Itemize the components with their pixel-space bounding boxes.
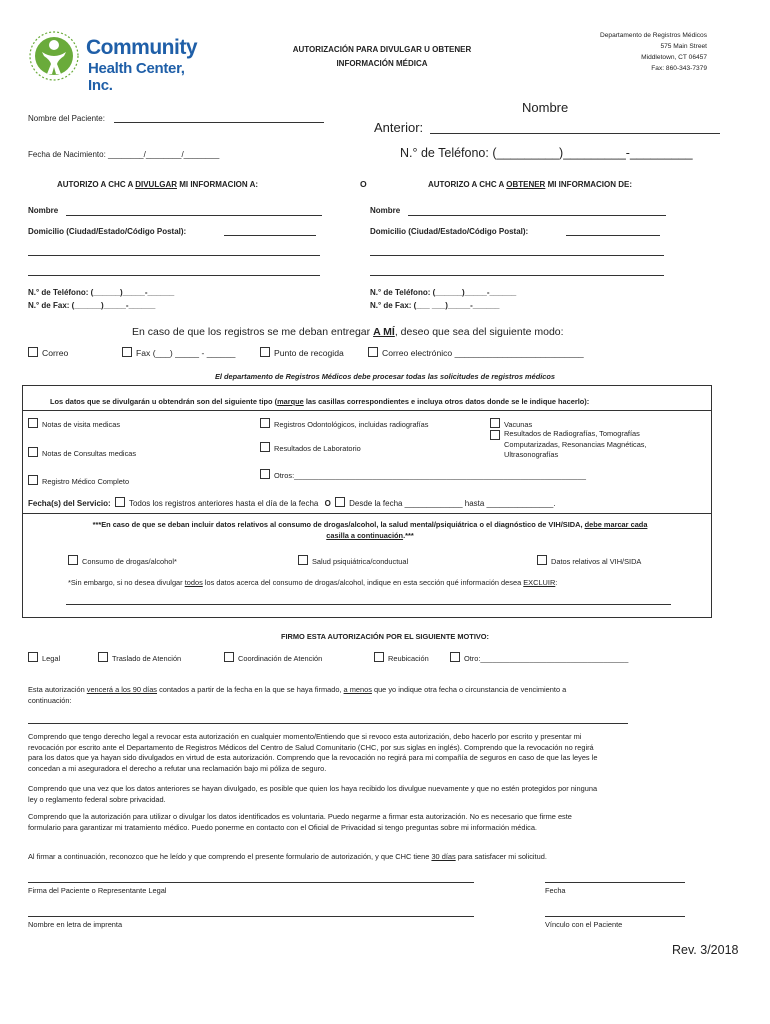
acknowledgement-30-days: 30 días bbox=[431, 852, 456, 861]
acknowledgement-text-a: Al firmar a continuación, reconozco que he leído y que comprendo el presente formulario de autorización, y que CHC tiene bbox=[28, 852, 432, 861]
date-range-checkbox[interactable] bbox=[335, 497, 345, 507]
obtain-address-field[interactable] bbox=[566, 235, 660, 236]
visit-notes-checkbox[interactable] bbox=[28, 418, 38, 428]
sensitive-notice-line1 bbox=[30, 520, 710, 531]
drugs-label: Consumo de drogas/alcohol* bbox=[82, 557, 177, 566]
consult-notes-label: Notas de Consultas medicas bbox=[42, 449, 137, 458]
data-type-intro-text: Los datos que se divulgarán u obtendrán son del siguiente tipo ( bbox=[50, 397, 278, 406]
delivery-pickup-option[interactable] bbox=[260, 347, 344, 358]
expiry-90-days: vencerá a los 90 días bbox=[86, 685, 158, 694]
signature-date-field[interactable] bbox=[545, 882, 685, 883]
pickup-checkbox[interactable] bbox=[260, 347, 270, 357]
exclude-note bbox=[68, 578, 557, 587]
release-phone-label[interactable]: N.° de Teléfono: (______)_____-______ bbox=[28, 288, 175, 297]
transfer-label: Traslado de Atención bbox=[112, 654, 182, 663]
form-title-line1: AUTORIZACIÓN PARA DIVULGAR U OBTENER bbox=[292, 45, 472, 54]
exclude-note-text2: los datos acerca del consumo de drogas/alcohol, indique en esta sección qué información desea bbox=[202, 578, 524, 587]
dental-checkbox[interactable] bbox=[260, 418, 270, 428]
pickup-label: Punto de recogida bbox=[274, 348, 344, 358]
records-notice: El departamento de Registros Médicos debe procesar todas las solicitudes de registros médicos bbox=[214, 372, 556, 381]
dob-label[interactable]: Fecha de Nacimiento: ________/________/________ bbox=[28, 150, 220, 159]
visit-notes-option[interactable] bbox=[28, 418, 120, 429]
obtain-from-title-text: AUTORIZO A CHC A bbox=[428, 180, 507, 189]
drugs-checkbox[interactable] bbox=[68, 555, 78, 565]
legal-label: Legal bbox=[42, 654, 61, 663]
reubic-checkbox[interactable] bbox=[374, 652, 384, 662]
expiry-text-b: contados a partir de la fecha en la que se haya firmado, bbox=[157, 685, 344, 694]
redisclosure-line-1: Comprendo que una vez que los datos anteriores se hayan divulgado, es posible que quien los haya recibido los divulgue nuevamente y que no estén protegidos por ninguna bbox=[28, 784, 598, 793]
expiry-field[interactable] bbox=[28, 723, 628, 724]
vaccines-label: Vacunas bbox=[504, 420, 533, 429]
vaccines-option[interactable] bbox=[490, 418, 532, 429]
redisclosure-line-2: ley o reglamento federal sobre privacidad. bbox=[28, 794, 166, 804]
print-name-label: Nombre en letra de imprenta bbox=[28, 920, 123, 929]
reubic-label: Reubicación bbox=[388, 654, 429, 663]
reason-transfer-option[interactable] bbox=[98, 652, 181, 663]
patient-signature-field[interactable] bbox=[28, 882, 474, 883]
imaging-label-1: Resultados de Radiografías, Tomografías bbox=[504, 429, 640, 438]
voluntary-paragraph bbox=[28, 812, 738, 833]
expiry-text-a: Esta autorización bbox=[28, 685, 87, 694]
full-record-label: Registro Médico Completo bbox=[42, 477, 130, 486]
logo-emblem-icon bbox=[28, 30, 80, 82]
delivery-mail-option[interactable] bbox=[28, 347, 68, 358]
date-range-label[interactable]: Desde la fecha _____________ hasta _______________. bbox=[349, 499, 556, 508]
section-divider-1 bbox=[22, 410, 712, 411]
exclude-note-emph2: EXCLUIR bbox=[523, 578, 556, 587]
email-checkbox[interactable] bbox=[368, 347, 378, 357]
or-separator: O bbox=[360, 179, 367, 189]
release-to-title bbox=[57, 180, 258, 189]
previous-name-label-1: Nombre bbox=[522, 100, 569, 115]
release-address-label: Domicilio (Ciudad/Estado/Código Postal): bbox=[28, 227, 187, 236]
form-title-line2: INFORMACIÓN MÉDICA bbox=[336, 59, 428, 68]
section-divider-2 bbox=[22, 513, 712, 514]
sensitive-notice-emph2: casilla a continuación bbox=[326, 530, 404, 540]
visit-notes-label: Notas de visita medicas bbox=[42, 420, 121, 429]
obtain-from-title-emph: OBTENER bbox=[506, 180, 546, 189]
sensitive-notice-text: ***En caso de que se deban incluir datos relativos al consumo de drogas/alcohol, la salud mental/psiquiátrica o el diagnóstico de VIH/SIDA, bbox=[92, 520, 585, 529]
other-data-checkbox[interactable] bbox=[260, 469, 270, 479]
other-data-option[interactable] bbox=[260, 469, 586, 480]
exclude-note-emph1: todos bbox=[184, 578, 203, 587]
psych-option[interactable] bbox=[298, 555, 408, 566]
exclude-note-end: : bbox=[555, 578, 558, 587]
patient-name-field[interactable] bbox=[114, 122, 324, 123]
hiv-option[interactable] bbox=[537, 555, 641, 566]
expiry-unless: a menos bbox=[343, 685, 372, 694]
voluntary-line-1: Comprendo que la autorización para utilizar o divulgar los datos identificados es voluntaria. Puedo negarme a firmar esta autorización. No es necesario que firme este bbox=[28, 812, 572, 821]
acknowledgement-text-b: para satisfacer mi solicitud. bbox=[455, 852, 547, 861]
email-label: Correo electrónico ___________________________ bbox=[382, 348, 584, 358]
lab-option[interactable] bbox=[260, 442, 361, 453]
sensitive-notice-end: .*** bbox=[403, 530, 414, 540]
hiv-label: Datos relativos al VIH/SIDA bbox=[551, 557, 642, 566]
obtain-from-title bbox=[428, 180, 632, 189]
dental-label: Registros Odontológicos, incluidas radiografías bbox=[274, 420, 429, 429]
relationship-field[interactable] bbox=[545, 916, 685, 917]
legal-checkbox[interactable] bbox=[28, 652, 38, 662]
lab-checkbox[interactable] bbox=[260, 442, 270, 452]
obtain-from-title-end: MI INFORMACION DE: bbox=[545, 180, 633, 189]
delivery-prompt bbox=[132, 326, 564, 338]
release-to-title-emph: DIVULGAR bbox=[135, 180, 177, 189]
dental-option[interactable] bbox=[260, 418, 428, 429]
patient-name-label: Nombre del Paciente: bbox=[28, 114, 105, 123]
sensitive-notice-emph: debe marcar cada bbox=[584, 520, 648, 529]
service-dates-row bbox=[28, 497, 556, 508]
form-title bbox=[262, 43, 502, 71]
service-dates-label: Fecha(s) del Servicio: bbox=[28, 499, 111, 508]
reason-reubic-option[interactable] bbox=[374, 652, 429, 663]
dates-or: O bbox=[324, 499, 331, 508]
all-prior-label: Todos los registros anteriores hasta el día de la fecha bbox=[128, 499, 319, 508]
transfer-checkbox[interactable] bbox=[98, 652, 108, 662]
imaging-checkbox[interactable] bbox=[490, 430, 500, 440]
imaging-label-2: Computarizadas, Resonancias Magnéticas, bbox=[504, 439, 647, 449]
previous-name-field[interactable] bbox=[430, 133, 720, 134]
obtain-fax-label[interactable]: N.° de Fax: (___ ___)_____-______ bbox=[370, 301, 500, 310]
obtain-name-field[interactable] bbox=[408, 215, 666, 216]
release-name-label: Nombre bbox=[28, 206, 59, 215]
full-record-checkbox[interactable] bbox=[28, 475, 38, 485]
sensitive-notice-line2 bbox=[30, 531, 710, 542]
psych-checkbox[interactable] bbox=[298, 555, 308, 565]
drugs-option[interactable] bbox=[68, 555, 177, 566]
dept-street: 575 Main Street bbox=[660, 43, 707, 50]
data-type-intro bbox=[50, 397, 589, 406]
exclude-field[interactable] bbox=[66, 604, 671, 605]
mail-checkbox[interactable] bbox=[28, 347, 38, 357]
signature-date-label: Fecha bbox=[545, 886, 566, 895]
sensitive-notice bbox=[30, 520, 710, 541]
consult-notes-checkbox[interactable] bbox=[28, 447, 38, 457]
dept-fax: Fax: 860-343-7379 bbox=[651, 65, 707, 72]
revocation-line-2: revocación por escrito ante el Departamento de Registros Médicos del Centro de Salud Comunitario (CHC, por sus siglas en inglés). Comprendo que la revocación no regirá bbox=[28, 742, 594, 752]
reason-title: FIRMO ESTA AUTORIZACIÓN POR EL SIGUIENTE MOTIVO: bbox=[280, 632, 490, 641]
vaccines-checkbox[interactable] bbox=[490, 418, 500, 428]
redisclosure-paragraph bbox=[28, 784, 738, 805]
obtain-address-label: Domicilio (Ciudad/Estado/Código Postal): bbox=[370, 227, 529, 236]
patient-phone-label[interactable]: N.° de Teléfono: (_________)_________-_________ bbox=[400, 146, 693, 160]
dept-city: Middletown, CT 06457 bbox=[641, 54, 707, 61]
chc-logo bbox=[28, 30, 203, 94]
release-address-field[interactable] bbox=[224, 235, 316, 236]
reason-other-option[interactable] bbox=[450, 652, 628, 663]
psych-label: Salud psiquiátrica/conductual bbox=[312, 557, 409, 566]
release-fax-label[interactable]: N.° de Fax: (______)_____-______ bbox=[28, 301, 156, 310]
logo-name-line2: Health Center, Inc. bbox=[88, 60, 185, 94]
imaging-label bbox=[504, 429, 647, 461]
exclude-note-text: *Sin embargo, si no desea divulgar bbox=[68, 578, 185, 587]
obtain-address-line3[interactable] bbox=[370, 275, 664, 276]
release-address-line3[interactable] bbox=[28, 275, 320, 276]
delivery-prompt-end: , deseo que sea del siguiente modo: bbox=[394, 326, 564, 338]
expiry-text-c: que yo indique otra fecha o circunstancia de vencimiento a bbox=[371, 685, 567, 694]
dept-name: Departamento de Registros Médicos bbox=[599, 32, 707, 39]
delivery-prompt-emph: A MÍ bbox=[373, 326, 395, 338]
fax-label: Fax (___) _____ - ______ bbox=[136, 348, 236, 358]
all-prior-checkbox[interactable] bbox=[115, 497, 125, 507]
reason-legal-option[interactable] bbox=[28, 652, 60, 663]
coord-checkbox[interactable] bbox=[224, 652, 234, 662]
delivery-email-option[interactable] bbox=[368, 347, 584, 358]
reason-coord-option[interactable] bbox=[224, 652, 322, 663]
dept-address bbox=[520, 30, 707, 74]
full-record-option[interactable] bbox=[28, 475, 129, 486]
release-name-field[interactable] bbox=[66, 215, 322, 216]
reason-other-label: Otro:____________________________________ bbox=[464, 654, 629, 663]
release-to-title-text: AUTORIZO A CHC A bbox=[57, 180, 136, 189]
voluntary-line-2: formulario para garantizar mi tratamiento médico. Puedo ponerme en contacto con el Oficial de Privacidad si tengo preguntas sobre mi información médica. bbox=[28, 822, 537, 832]
release-address-line2[interactable] bbox=[28, 255, 320, 256]
expiry-text bbox=[28, 684, 728, 706]
consult-notes-option[interactable] bbox=[28, 447, 136, 458]
hiv-checkbox[interactable] bbox=[537, 555, 547, 565]
acknowledgement-text bbox=[28, 852, 547, 861]
relationship-label: Vínculo con el Paciente bbox=[545, 920, 623, 929]
revocation-line-1: Comprendo que tengo derecho legal a revocar esta autorización en cualquier momento/Entiendo que si revoco esta autorización, debo hacerlo por escrito y presentar mi bbox=[28, 732, 582, 741]
reason-other-checkbox[interactable] bbox=[450, 652, 460, 662]
lab-label: Resultados de Laboratorio bbox=[274, 444, 361, 453]
delivery-fax-option[interactable] bbox=[122, 347, 235, 358]
other-data-label: Otros:_______________________________________________________________________ bbox=[274, 471, 586, 480]
revision-label: Rev. 3/2018 bbox=[672, 943, 739, 957]
obtain-phone-label[interactable]: N.° de Teléfono: (______)_____-______ bbox=[370, 288, 517, 297]
mail-label: Correo bbox=[42, 348, 69, 358]
release-to-title-end: MI INFORMACION A: bbox=[177, 180, 259, 189]
print-name-field[interactable] bbox=[28, 916, 474, 917]
imaging-option[interactable] bbox=[490, 429, 647, 461]
coord-label: Coordinación de Atención bbox=[238, 654, 323, 663]
data-type-intro-emph: marque bbox=[277, 397, 304, 406]
data-type-intro-end: las casillas correspondientes e incluya otros datos donde se le indique hacerlo): bbox=[303, 397, 590, 406]
expiry-text-d: continuación: bbox=[28, 696, 72, 705]
obtain-address-line2[interactable] bbox=[370, 255, 664, 256]
logo-name-line1: Community bbox=[86, 36, 197, 59]
revocation-paragraph bbox=[28, 732, 738, 774]
delivery-prompt-text: En caso de que los registros se me deban entregar bbox=[132, 326, 374, 338]
patient-signature-label: Firma del Paciente o Representante Legal bbox=[28, 886, 167, 895]
obtain-name-label: Nombre bbox=[370, 206, 401, 215]
imaging-label-3: Ultrasonografías bbox=[504, 450, 559, 459]
previous-name-label-2: Anterior: bbox=[374, 120, 424, 135]
fax-checkbox[interactable] bbox=[122, 347, 132, 357]
revocation-line-4: concedan a mi aseguradora el derecho a refutar una reclamación bajo mi póliza de seguro. bbox=[28, 763, 327, 773]
revocation-line-3: para los datos que ya hayan sido divulgados en virtud de esta autorización. Comprendo que la revocación no regirá para mi compañía de seguros en caso de que las leyes le bbox=[28, 753, 598, 763]
